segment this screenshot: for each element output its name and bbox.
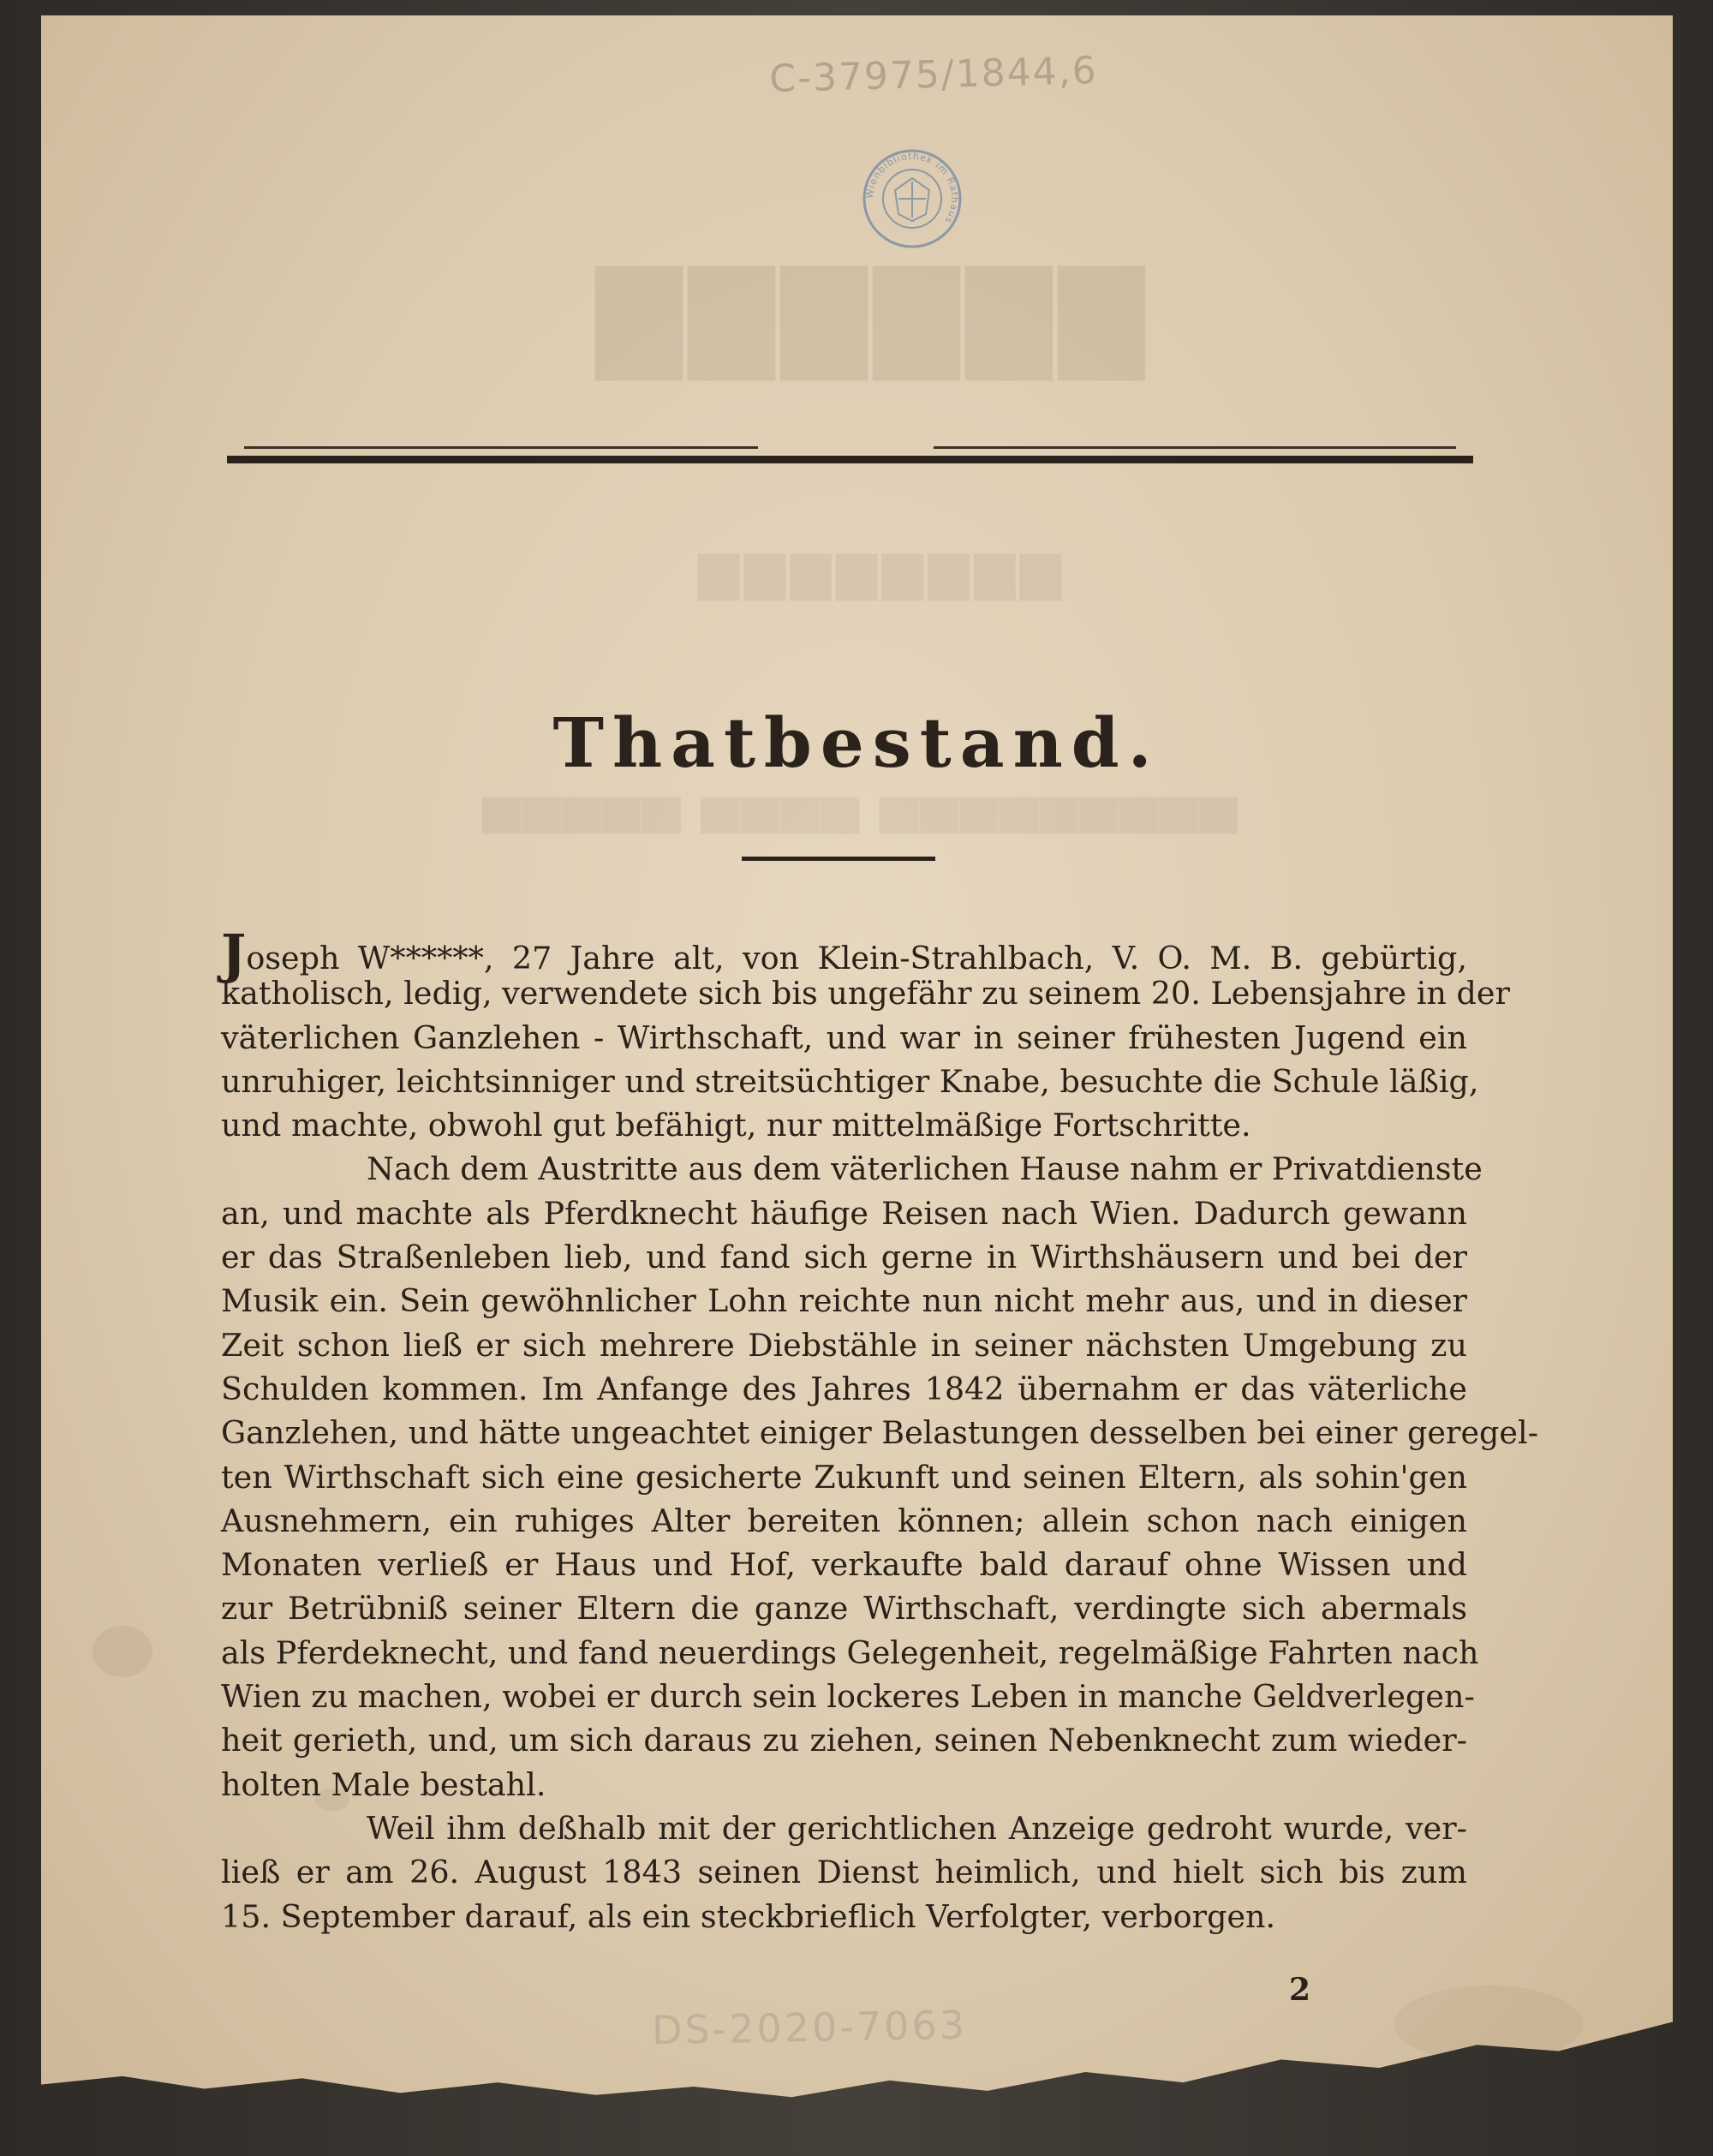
- text-line: holten Male bestahl.: [221, 1765, 546, 1803]
- text-line: heit gerieth, und, um sich daraus zu ziehen, seinen Nebenknecht zum wieder-: [221, 1722, 1467, 1759]
- text-line: zur Betrübniß seiner Eltern die ganze Wirthschaft, verdingte sich abermals: [221, 1590, 1467, 1627]
- show-through-mark: ▅▅▅▅▅ ▅▅▅▅ ▅▅▅▅▅▅▅▅▅: [482, 775, 1239, 833]
- library-stamp-seal: [861, 147, 964, 250]
- drop-cap: J: [221, 923, 247, 985]
- title-underline: [742, 857, 935, 861]
- text-line: väterlichen Ganzlehen - Wirthschaft, und war in seiner frühesten Jugend ein: [221, 1018, 1467, 1056]
- header-rule: [227, 456, 1473, 463]
- text-line: ten Wirthschaft sich eine gesicherte Zukunft und seinen Eltern, als sohin'gen: [221, 1458, 1467, 1496]
- show-through-mark: ▇▇▇▇▇▇: [596, 248, 1151, 379]
- text-line: als Pferdeknecht, und fand neuerdings Gelegenheit, regelmäßige Fahrten nach: [221, 1633, 1479, 1671]
- text-line: Wien zu machen, wobei er durch sein lockeres Leben in manche Geldverlegen-: [221, 1678, 1475, 1716]
- text-line-content: oseph W******, 27 Jahre alt, von Klein-Strahlbach, V. O. M. B. gebürtig,: [246, 940, 1467, 976]
- page-number: 2: [1289, 1972, 1311, 2008]
- stamp-text: Wienbibliothek im Rathaus: [863, 150, 961, 226]
- text-line: Musik ein. Sein gewöhnlicher Lohn reichte nun nicht mehr aus, und in dieser: [221, 1282, 1467, 1320]
- text-line: Ganzlehen, und hätte ungeachtet einiger Belastungen desselben bei einer geregel-: [221, 1414, 1539, 1452]
- text-line: Monaten verließ er Haus und Hof, verkaufte bald darauf ohne Wissen und: [221, 1546, 1467, 1584]
- paper-stain: [93, 1626, 152, 1677]
- text-line: Weil ihm deßhalb mit der gerichtlichen Anzeige gedroht wurde, ver-: [367, 1809, 1467, 1847]
- header-rule-thin-left: [244, 446, 758, 449]
- document-title: Thatbestand.: [552, 702, 1161, 783]
- text-line: und machte, obwohl gut befähigt, nur mittelmäßige Fortschritte.: [221, 1107, 1251, 1144]
- text-line: Ausnehmern, ein ruhiges Alter bereiten können; allein schon nach einigen: [221, 1502, 1467, 1539]
- text-line: Schulden kommen. Im Anfange des Jahres 1842 übernahm er das väterliche: [221, 1370, 1467, 1407]
- text-line: an, und machte als Pferdknecht häufige Reisen nach Wien. Dadurch gewann: [221, 1194, 1467, 1232]
- show-through-mark: ▆▆▆▆▆▆▆▆: [698, 538, 1066, 600]
- text-line: katholisch, ledig, verwendete sich bis ungefähr zu seinem 20. Lebensjahre in der: [221, 975, 1510, 1012]
- text-line: unruhiger, leichtsinniger und streitsüchtiger Knabe, besuchte die Schule läßig,: [221, 1062, 1479, 1100]
- library-stamp: [861, 147, 964, 250]
- shelfmark-top: C-37975/1844,6: [768, 48, 1099, 102]
- text-line: Nach dem Austritte aus dem väterlichen Hause nahm er Privatdienste: [367, 1150, 1483, 1188]
- text-line: [221, 923, 1467, 985]
- body-text: [221, 923, 1539, 1938]
- text-line: Zeit schon ließ er sich mehrere Diebstähle in seiner nächsten Umgebung zu: [221, 1326, 1467, 1364]
- header-rule-thin-right: [934, 446, 1456, 449]
- text-line: 15. September darauf, als ein steckbrieflich Verfolgter, verborgen.: [221, 1897, 1276, 1935]
- shelfmark-bottom: DS-2020-7063: [651, 2001, 968, 2054]
- text-line: ließ er am 26. August 1843 seinen Dienst heimlich, und hielt sich bis zum: [221, 1854, 1467, 1891]
- text-line: er das Straßenleben lieb, und fand sich gerne in Wirthshäusern und bei der: [221, 1239, 1467, 1276]
